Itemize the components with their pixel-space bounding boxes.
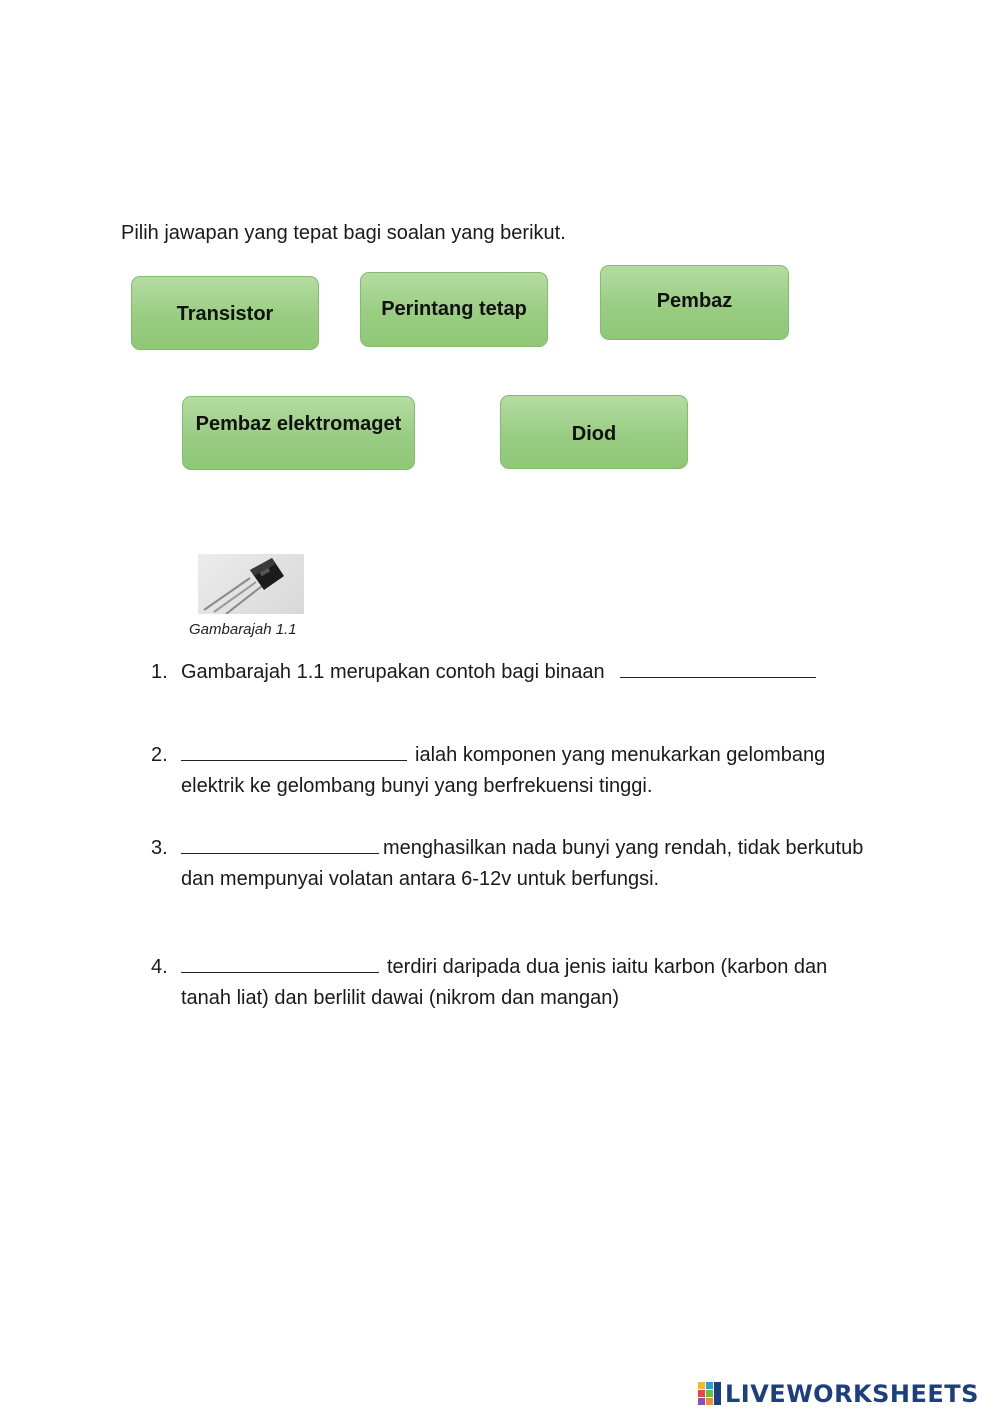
question-number: 2. bbox=[151, 744, 168, 766]
question-number: 1. bbox=[151, 661, 168, 683]
answer-blank-1[interactable] bbox=[620, 657, 816, 678]
transistor-image bbox=[198, 554, 304, 614]
liveworksheets-icon bbox=[698, 1382, 722, 1406]
instruction: Pilih jawapan yang tepat bagi soalan yang berikut. bbox=[121, 222, 566, 244]
question-number: 3. bbox=[151, 837, 168, 859]
answer-blank-2[interactable] bbox=[181, 740, 407, 761]
question-text: ialah komponen yang menukarkan gelombang elektrik ke gelombang bunyi yang berfrekuensi tinggi. bbox=[181, 744, 826, 797]
choice-diod[interactable]: Diod bbox=[500, 395, 688, 469]
answer-blank-4[interactable] bbox=[181, 952, 379, 973]
question-text: terdiri daripada dua jenis iaitu karbon (karbon dan tanah liat) dan berlilit dawai (nikrom dan mangan) bbox=[181, 956, 828, 1009]
choice-pembaz-elektromaget[interactable]: Pembaz elektromaget bbox=[182, 396, 415, 470]
choice-pembaz[interactable]: Pembaz bbox=[600, 265, 789, 340]
question-text: menghasilkan nada bunyi yang rendah, tidak berkutub dan mempunyai volatan antara 6-12v untuk berfungsi. bbox=[181, 837, 864, 890]
question-text: Gambarajah 1.1 merupakan contoh bagi binaan bbox=[181, 661, 605, 683]
brand-name: LIVEWORKSHEETS bbox=[725, 1380, 979, 1408]
transistor-icon bbox=[198, 554, 304, 614]
figure-caption: Gambarajah 1.1 bbox=[189, 621, 297, 638]
answer-blank-3[interactable] bbox=[181, 841, 379, 854]
liveworksheets-logo bbox=[698, 1379, 979, 1409]
choice-transistor[interactable]: Transistor bbox=[131, 276, 319, 350]
question-number: 4. bbox=[151, 956, 168, 978]
choice-perintang-tetap[interactable]: Perintang tetap bbox=[360, 272, 548, 347]
